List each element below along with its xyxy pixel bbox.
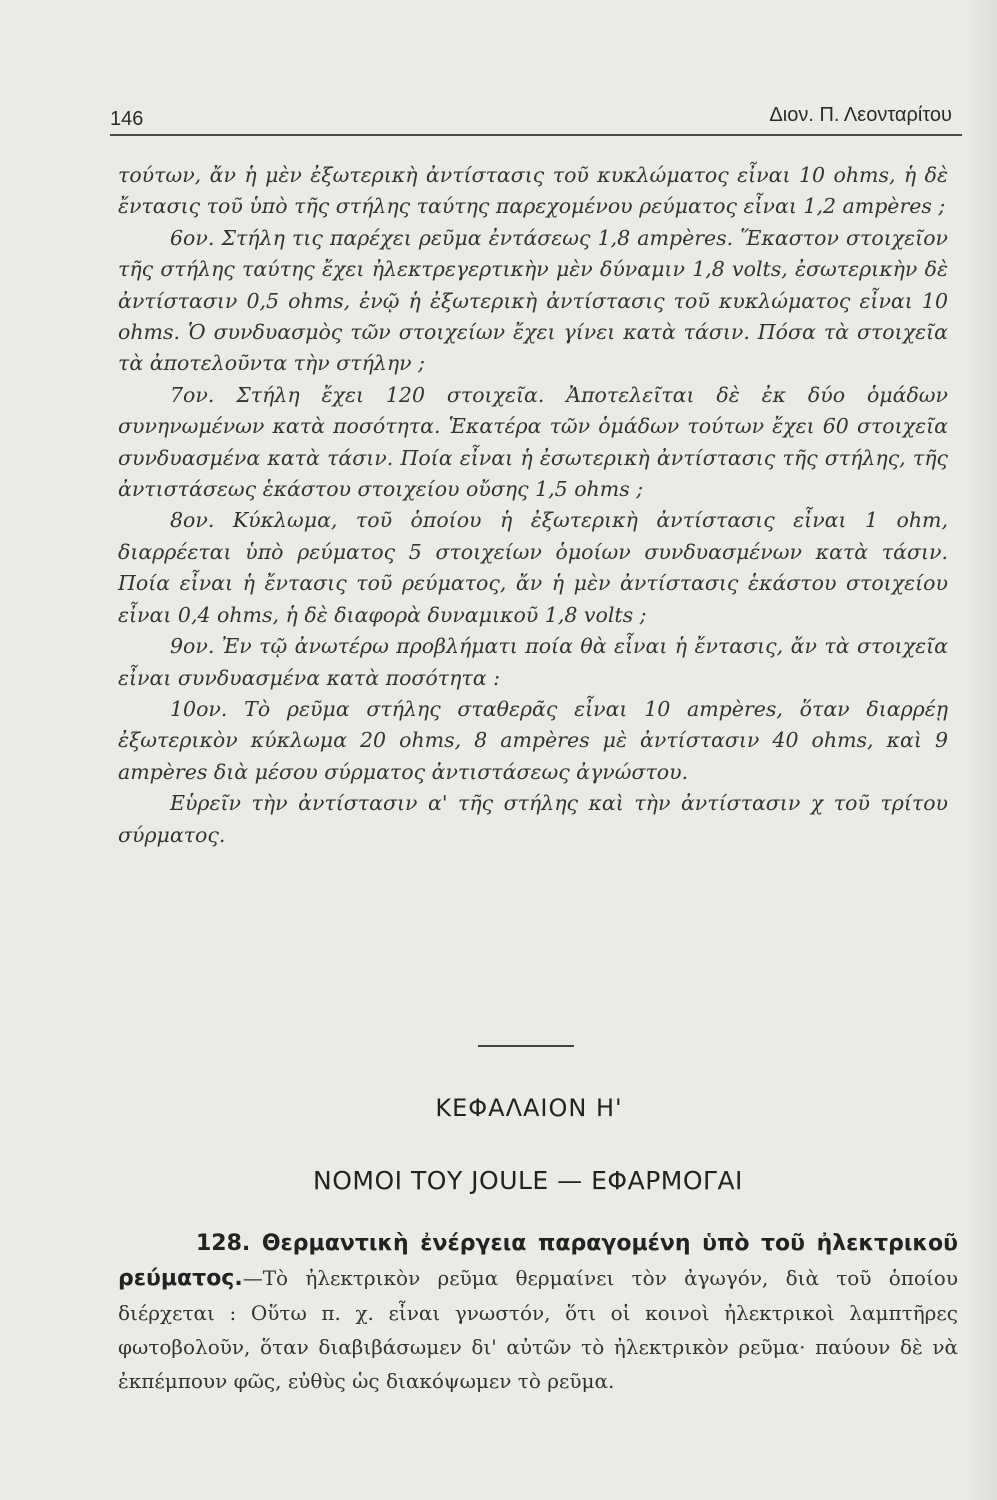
exercise-8: 8ον. Κύκλωμα, τοῦ ὁποίου ἡ ἐξωτερικὴ ἀντίστασις εἶναι 1 ohm, διαρρέεται ὑπὸ ρεύματος 5 στοιχείων ὁμοίων συνδυασμένων κατὰ τάσιν. Ποία εἶναι ἡ ἔντασις τοῦ ρεύματος, ἄν ἡ μὲν ἀντίστασις ἑκάστου στοιχείου εἶναι 0,4 ohms, ἡ δὲ διαφορὰ δυναμικοῦ 1,8 volts ; <box>118 508 948 627</box>
section-separator <box>478 1045 574 1047</box>
exercise-6: 6ον. Στήλη τις παρέχει ρεῦμα ἐντάσεως 1,8 ampères. Ἕκαστον στοιχεῖον τῆς στήλης ταύτης ἔχει ἠλεκτρεγερτικὴν μὲν δύναμιν 1,8 volts, ἐσωτερικὴν δὲ ἀντίστασιν 0,5 ohms, ἐνῷ ἡ ἐξωτερικὴ ἀντίστασις τοῦ κυκλώματος εἶναι 10 ohms. Ὁ συνδυασμὸς τῶν στοιχείων ἔχει γίνει κατὰ τάσιν. Πόσα τὰ στοιχεῖα τὰ ἀποτελοῦντα τὴν στήλην ; <box>118 225 948 376</box>
chapter-title: ΝΟΜΟΙ ΤΟΥ JOULE — ΕΦΑΡΜΟΓΑΙ <box>313 1166 743 1195</box>
chapter-label: ΚΕΦΑΛΑΙΟΝ Η' <box>435 1094 623 1122</box>
section-128 <box>118 1226 958 1398</box>
running-head: Διον. Π. Λεονταρίτου <box>769 104 952 126</box>
exercise-7: 7ον. Στήλη ἔχει 120 στοιχεῖα. Ἀποτελεῖται δὲ ἐκ δύο ὁμάδων συνηνωμένων κατὰ ποσότητα. Ἑκατέρα τῶν ὁμάδων τούτων ἔχει 60 στοιχεῖα συνδυασμένα κατὰ τάσιν. Ποία εἶναι ἡ ἐσωτερικὴ ἀντίστασις τῆς στήλης, τῆς ἀντιστάσεως ἑκάστου στοιχείου οὔσης 1,5 ohms ; <box>118 382 948 502</box>
header-rule <box>110 134 962 136</box>
page-header <box>110 100 962 136</box>
exercise-10: 10ον. Τὸ ρεῦμα στήλης σταθερᾶς εἶναι 10 ampères, ὅταν διαρρέῃ ἐξωτερικὸν κύκλωμα 20 ohms, 8 ampères μὲ ἀντίστασιν 40 ohms, καὶ 9 ampères διὰ μέσου σύρματος ἀντιστάσεως ἀγνώστου. <box>118 696 948 784</box>
section-heading: 128. Θερμαντικὴ ἐνέργεια παραγομένη ὑπὸ τοῦ ἠλεκτρικοῦ ρεύματος. <box>118 1231 958 1291</box>
exercise-10-question: Εὑρεῖν τὴν ἀντίστασιν α' τῆς στήλης καὶ τὴν ἀντίστασιν χ τοῦ τρίτου σύρματος. <box>118 791 948 847</box>
exercises-text <box>118 160 948 851</box>
exercise-continuation: τούτων, ἄν ἡ μὲν ἐξωτερικὴ ἀντίστασις τοῦ κυκλώματος εἶναι 10 ohms, ἡ δὲ ἔντασις τοῦ ὑπὸ τῆς στήλης ταύτης παρεχομένου ρεύματος εἶναι 1,2 ampères ; <box>118 163 948 219</box>
page-edge-shadow <box>969 0 997 1500</box>
exercise-9: 9ον. Ἐν τῷ ἀνωτέρω προβλήματι ποία θὰ εἶναι ἡ ἔντασις, ἄν τὰ στοιχεῖα εἶναι συνδυασμένα κατὰ ποσότητα : <box>118 634 948 690</box>
page-number: 146 <box>110 108 144 130</box>
section-text: —Τὸ ἠλεκτρικὸν ρεῦμα θερμαίνει τὸν ἀγωγόν, διὰ τοῦ ὁποίου διέρχεται : Οὕτω π. χ. εἶναι γνωστόν, ὅτι οἱ κοινοὶ ἠλεκτρικοὶ λαμπτῆρες φωτοβολοῦν, ὅταν διαβιβάσωμεν δι' αὐτῶν τὸ ἠλεκτρικὸν ρεῦμα· παύουν δὲ νὰ ἐκπέμπουν φῶς, εὐθὺς ὡς διακόψωμεν τὸ ρεῦμα. <box>118 1266 958 1393</box>
